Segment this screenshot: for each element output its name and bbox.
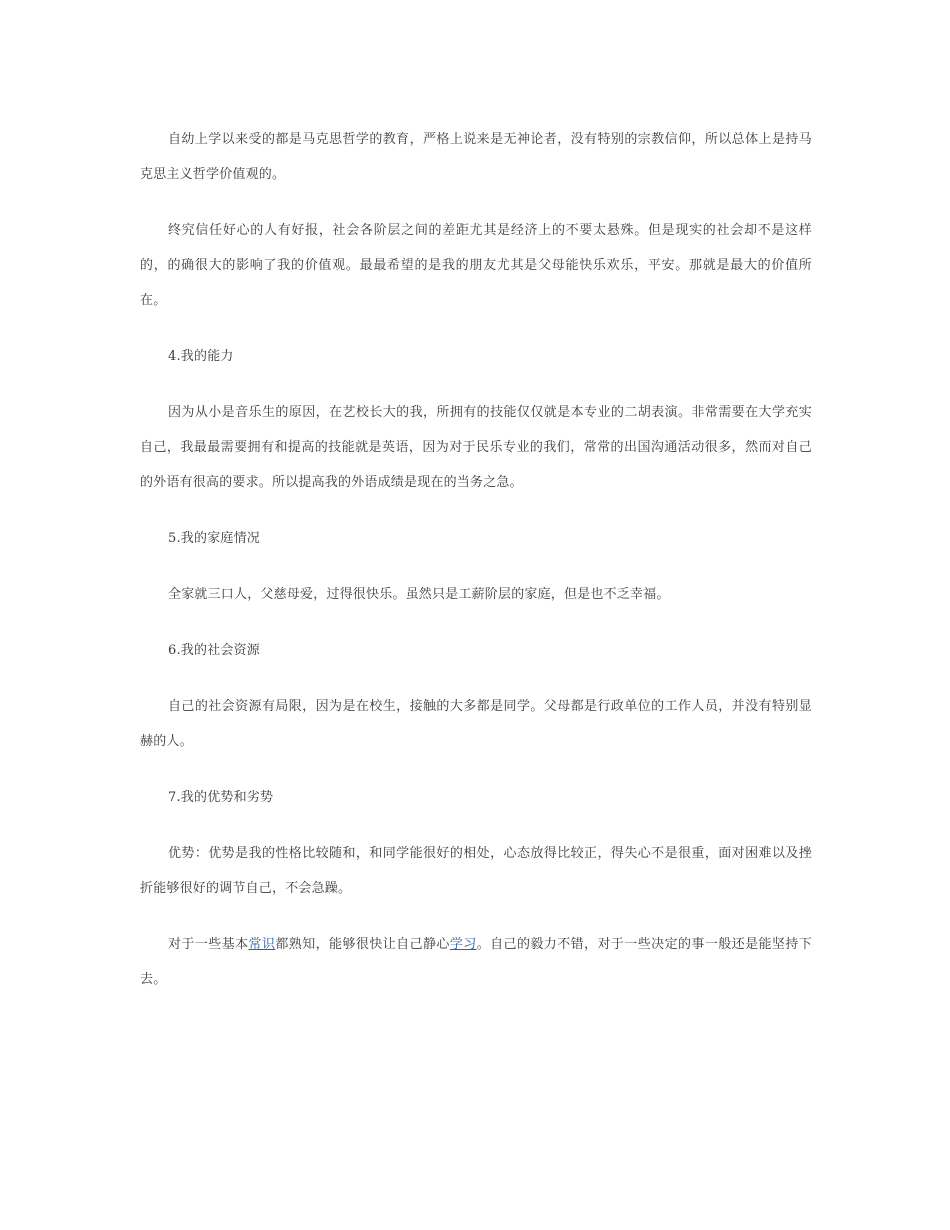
link-study[interactable]: 学习 [449, 937, 477, 952]
spacer [140, 500, 812, 521]
spacer [140, 192, 812, 213]
spacer [140, 374, 812, 395]
paragraph-beliefs: 终究信任好心的人有好报，社会各阶层之间的差距尤其是经济上的不要太悬殊。但是现实的社会却不是这样的，的确很大的影响了我的价值观。最最希望的是我的朋友尤其是父母能快乐欢乐，平安。那就是最大的价值所在。 [140, 223, 812, 308]
heading-strengths-weaknesses: 7.我的优势和劣势 [168, 790, 274, 805]
heading-family: 5.我的家庭情况 [168, 531, 261, 546]
document-body [140, 122, 812, 997]
text-segment: 对于一些基本 [168, 937, 249, 952]
spacer [140, 906, 812, 927]
spacer [140, 759, 812, 780]
spacer [140, 668, 812, 689]
paragraph-family: 全家就三口人，父慈母爱，过得很快乐。虽然只是工薪阶层的家庭，但是也不乏幸福。 [168, 587, 670, 602]
paragraph-values: 自幼上学以来受的都是马克思哲学的教育，严格上说来是无神论者，没有特别的宗教信仰，所以总体上是持马克思主义哲学价值观的。 [140, 132, 812, 182]
heading-social-resources: 6.我的社会资源 [168, 643, 261, 658]
spacer [140, 318, 812, 339]
spacer [140, 612, 812, 633]
paragraph-strengths: 优势：优势是我的性格比较随和，和同学能很好的相处，心态放得比较正，得失心不是很重，面对困难以及挫折能够很好的调节自己，不会急躁。 [140, 846, 812, 896]
text-segment: 都熟知，能够很快让自己静心 [275, 937, 450, 952]
spacer [140, 815, 812, 836]
text-segment: 。自己的毅力不错，对于一些决定的事一般还是能坚持下去。 [140, 937, 812, 987]
link-common-knowledge[interactable]: 常识 [248, 937, 276, 952]
paragraph-social-resources: 自己的社会资源有局限，因为是在校生，接触的大多都是同学。父母都是行政单位的工作人员，并没有特别显赫的人。 [140, 699, 812, 749]
spacer [140, 556, 812, 577]
paragraph-ability: 因为从小是音乐生的原因，在艺校长大的我，所拥有的技能仅仅就是本专业的二胡表演。非常需要在大学充实自己，我最最需要拥有和提高的技能就是英语，因为对于民乐专业的我们，常常的出国沟通活动很多，然而对自己的外语有很高的要求。所以提高我的外语成绩是现在的当务之急。 [140, 405, 812, 490]
paragraph-knowledge [140, 927, 812, 997]
heading-ability: 4.我的能力 [168, 349, 234, 364]
